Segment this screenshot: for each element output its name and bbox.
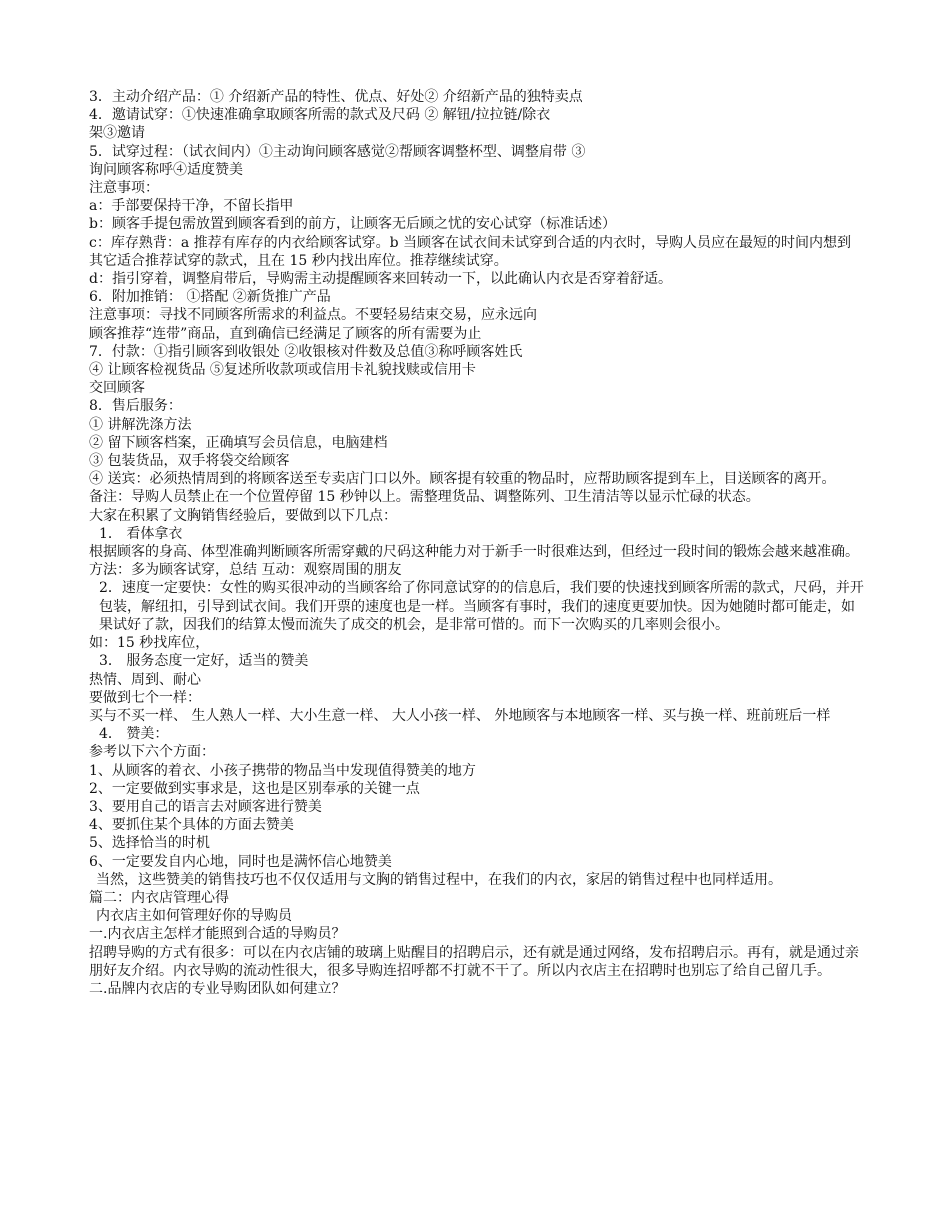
text-line: 注意事项：寻找不同顾客所需求的利益点。不要轻易结束交易，应永远向 bbox=[89, 307, 537, 324]
text-line: 热情、周到、耐心 bbox=[89, 671, 201, 688]
list-item: 6、一定要发自内心地，同时也是满怀信心地赞美 bbox=[89, 853, 392, 870]
text-line: ① 讲解洗涤方法 bbox=[89, 416, 192, 433]
section-heading: 3． 服务态度一定好，适当的赞美 bbox=[99, 653, 309, 670]
text-line: a：手部要保持干净，不留长指甲 bbox=[89, 198, 294, 215]
text-line: 7．付款：①指引顾客到收银处 ②收银核对件数及总值③称呼顾客姓氏 bbox=[89, 343, 523, 360]
text-line: 参考以下六个方面： bbox=[89, 744, 215, 761]
text-paragraph: 招聘导购的方式有很多：可以在内衣店铺的玻璃上贴醒目的招聘启示，还有就是通过网络，发布招聘启示。再有，就是通过亲朋好友介绍。内衣导购的流动性很大，很多导购连招呼都不打就不干了。所以内衣店主在招聘时也别忘了给自己留几手。 bbox=[89, 944, 859, 979]
text-line: d：指引穿着，调整肩带后，导购需主动提醒顾客来回转动一下，以此确认内衣是否穿着舒适。 bbox=[89, 271, 672, 288]
text-line: 交回顾客 bbox=[89, 380, 145, 397]
section-subtitle: 内衣店主如何管理好你的导购员 bbox=[96, 908, 292, 925]
text-line: 备注：导购人员禁止在一个位置停留 15 秒钟以上。需整理货品、调整陈列、卫生清洁等以显示忙碌的状态。 bbox=[89, 489, 760, 506]
text-paragraph: 2．速度一定要快：女性的购买很冲动的当顾客给了你同意试穿的的信息后，我们要的快速找到顾客所需的款式，尺码，并开包装，解纽扣，引导到试衣间。我们开票的速度也是一样。当顾客有事时，我们的速度更要加快。因为她随时都可能走，如果试好了款，因我们的结算太慢而流失了成交的机会，是非常可惜的。而下一次购买的几率则会很小。 bbox=[99, 580, 864, 633]
text-line: ③ 包装货品，双手将袋交给顾客 bbox=[89, 453, 290, 470]
section-heading: 4． 赞美： bbox=[99, 726, 169, 743]
text-line: 大家在积累了文胸销售经验后，要做到以下几点： bbox=[89, 507, 397, 524]
text-line: 要做到七个一样： bbox=[89, 689, 201, 706]
text-line: 询问顾客称呼④适度赞美 bbox=[89, 161, 243, 178]
text-line: 6．附加推销： ①搭配 ②新货推广产品 bbox=[89, 289, 331, 306]
text-line: 3．主动介绍产品：① 介绍新产品的特性、优点、好处② 介绍新产品的独特卖点 bbox=[89, 89, 583, 105]
text-line: b：顾客手提包需放置到顾客看到的前方，让顾客无后顾之忧的安心试穿（标准话述） bbox=[89, 216, 616, 233]
question-heading: 一.内衣店主怎样才能照到合适的导购员？ bbox=[89, 926, 346, 943]
list-item: 2、一定要做到实事求是，这也是区别奉承的关键一点 bbox=[89, 780, 420, 797]
text-line: 顾客推荐“连带”商品，直到确信已经满足了顾客的所有需要为止 bbox=[89, 325, 482, 342]
text-line: 4．邀请试穿：①快速准确拿取顾客所需的款式及尺码 ② 解钮/拉拉链/除衣 bbox=[89, 107, 551, 124]
list-item: 5、选择恰当的时机 bbox=[89, 835, 210, 852]
text-line: 5．试穿过程：（试衣间内）①主动询问顾客感觉②帮顾客调整杯型、调整肩带 ③ bbox=[89, 143, 586, 160]
text-line: ④ 让顾客检视货品 ⑤复述所收款项或信用卡礼貌找赎或信用卡 bbox=[89, 362, 476, 379]
document-body bbox=[89, 88, 864, 998]
question-heading: 二.品牌内衣店的专业导购团队如何建立？ bbox=[89, 980, 346, 997]
text-paragraph: c：库存熟背：a 推荐有库存的内衣给顾客试穿。b 当顾客在试衣间未试穿到合适的内衣时，导购人员应在最短的时间内想到其它适合推荐试穿的款式，且在 15 秒内找出库位。推荐继续试穿。 bbox=[89, 234, 852, 269]
list-item: 4、要抓住某个具体的方面去赞美 bbox=[89, 817, 294, 834]
text-paragraph: 当然，这些赞美的销售技巧也不仅仅适用与文胸的销售过程中，在我们的内衣，家居的销售过程中也同样适用。 bbox=[96, 871, 782, 888]
text-paragraph: 买与不买一样、 生人熟人一样、大小生意一样、 大人小孩一样、 外地顾客与本地顾客一样、买与换一样、班前班后一样 bbox=[89, 707, 831, 724]
text-paragraph: 根据顾客的身高、体型准确判断顾客所需穿戴的尺码这种能力对于新手一时很难达到，但经过一段时间的锻炼会越来越准确。方法：多为顾客试穿，总结 互动：观察周围的朋友 bbox=[89, 544, 859, 579]
text-paragraph: ④ 送宾：必须热情周到的将顾客送至专卖店门口以外。顾客提有较重的物品时，应帮助顾客提到车上，目送顾客的离开。 bbox=[89, 471, 836, 488]
text-line: 架③邀请 bbox=[89, 125, 145, 142]
section-heading: 篇二：内衣店管理心得 bbox=[89, 889, 229, 906]
text-line: 如：15 秒找库位， bbox=[89, 635, 210, 652]
section-heading: 1． 看体拿衣 bbox=[99, 525, 183, 542]
text-line: 8．售后服务： bbox=[89, 398, 182, 415]
text-line: ② 留下顾客档案，正确填写会员信息，电脑建档 bbox=[89, 434, 388, 451]
list-item: 3、要用自己的语言去对顾客进行赞美 bbox=[89, 798, 322, 815]
text-line: 注意事项： bbox=[89, 180, 159, 197]
list-item: 1、从顾客的着衣、小孩子携带的物品当中发现值得赞美的地方 bbox=[89, 762, 476, 779]
